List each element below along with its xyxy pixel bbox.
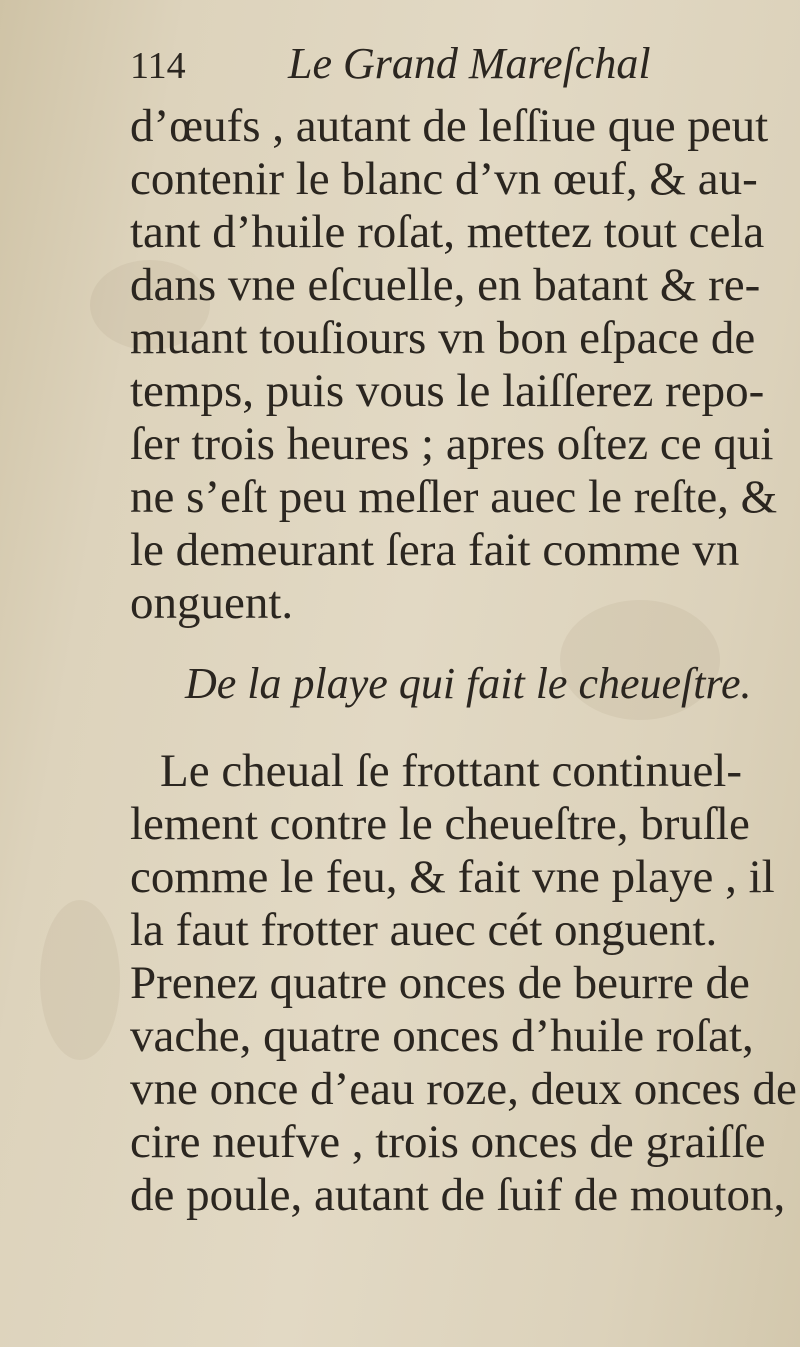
text-line: vne once d’eau roze, deux onces de bbox=[130, 1063, 797, 1115]
text-line: d’œufs , autant de leſſiue que peut bbox=[130, 100, 769, 152]
text-line: ſer trois heures ; apres oſtez ce qui bbox=[130, 418, 774, 470]
text-line: comme le feu, & fait vne playe , il bbox=[130, 851, 775, 903]
text-line: vache, quatre onces d’huile roſat, bbox=[130, 1010, 754, 1062]
text-line: dans vne eſcuelle, en batant & re- bbox=[130, 259, 761, 311]
page-header bbox=[130, 38, 690, 98]
text-line: tant d’huile roſat, mettez tout cela bbox=[130, 206, 765, 258]
paragraph-1 bbox=[130, 100, 792, 630]
text-line: Prenez quatre onces de beurre de bbox=[130, 957, 750, 1009]
text-line: cire neufve , trois onces de graiſſe bbox=[130, 1116, 766, 1168]
paragraph-2 bbox=[130, 745, 797, 1222]
text-line: Le cheual ſe frottant continuel- bbox=[160, 745, 743, 797]
text-line: lement contre le cheueſtre, bruſle bbox=[130, 798, 750, 850]
text-line: ne s’eſt peu meſler auec le reſte, & bbox=[130, 471, 778, 523]
text-line: le demeurant ſera fait comme vn bbox=[130, 524, 740, 576]
paper-stain bbox=[40, 900, 120, 1060]
text-line: temps, puis vous le laiſſerez repo- bbox=[130, 365, 765, 417]
text-line: onguent. bbox=[130, 577, 294, 629]
section-heading: De la playe qui fait le cheueſtre. bbox=[185, 659, 752, 708]
text-line: contenir le blanc d’vn œuf, & au- bbox=[130, 153, 758, 205]
text-line: de poule, autant de ſuif de mouton, bbox=[130, 1169, 786, 1221]
running-title: Le Grand Mareſchal bbox=[288, 39, 651, 88]
text-line: la faut frotter auec cét onguent. bbox=[130, 904, 718, 956]
page-number: 114 bbox=[130, 45, 186, 87]
text-line: muant touſiours vn bon eſpace de bbox=[130, 312, 756, 364]
